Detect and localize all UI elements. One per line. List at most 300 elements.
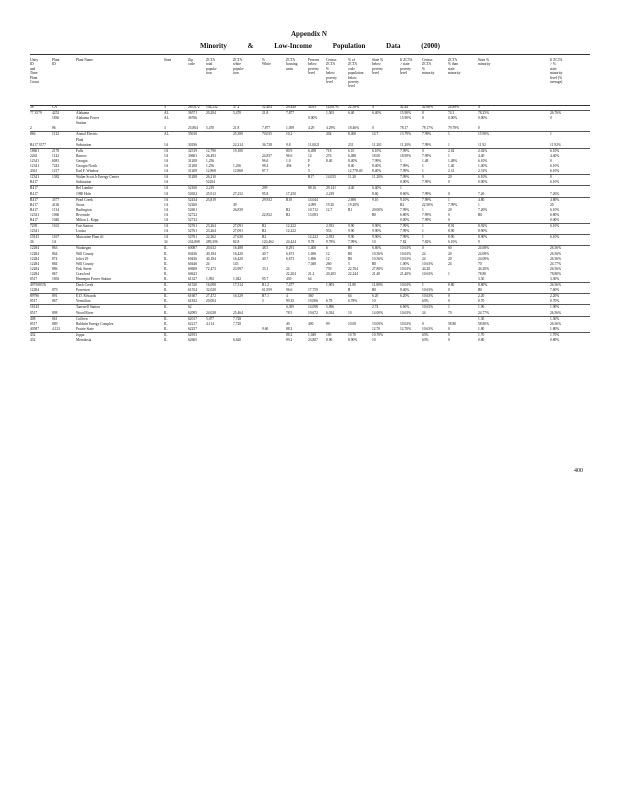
table-cell: 1,256 (206, 158, 215, 163)
table-cell: 1.70 (478, 332, 485, 337)
table-cell: 60608 (188, 266, 197, 271)
table-cell: 0 (422, 148, 424, 153)
table-cell: 7.99% (400, 229, 410, 234)
table-cell: Duck Creek (76, 283, 94, 288)
table-cell: 1 (448, 132, 450, 137)
table-cell: R7.1 (262, 294, 269, 299)
table-cell: 0.00% (478, 180, 488, 185)
table-cell: 63% (422, 299, 429, 304)
table-cell: 1A (164, 180, 169, 185)
table-cell: 886 (52, 266, 58, 271)
table-cell: 1 (550, 132, 552, 137)
table-cell: 0 (550, 116, 552, 121)
table-cell: 20,004 (206, 299, 216, 304)
table-cell: 879 (52, 288, 58, 293)
table-cell: 1 (422, 224, 424, 229)
table-cell: Substation (76, 180, 92, 185)
table-cell: 52160 (188, 186, 197, 191)
table-cell: 6.10 (348, 148, 355, 153)
table-cell: 3.30 (478, 277, 485, 281)
table-cell: Pearl Creek (76, 197, 93, 202)
table-cell: 7.82 (400, 240, 407, 245)
table-cell: 1122 (52, 132, 60, 137)
table-cell: Fisk Street (76, 266, 92, 271)
table-cell: 17,759 (308, 288, 318, 293)
table-cell: Muscatine Plant #1 (76, 235, 104, 240)
table-cell: 23,264 (206, 224, 216, 229)
table-cell: 10143 (30, 235, 39, 240)
table-cell: F (308, 164, 310, 169)
table-cell: R2 (262, 229, 267, 234)
table-cell: 360 (308, 294, 314, 299)
table-cell: 35010 (188, 132, 197, 137)
table-cell: 6.10% (550, 169, 560, 174)
table-cell: 52601 (188, 207, 197, 212)
table-cell: 95.8 (262, 191, 269, 196)
table-cell: 14,044 (308, 197, 318, 202)
table-cell: 7.99% (400, 148, 410, 153)
table-cell: 12284 (30, 256, 39, 261)
table-cell: 8.40% (372, 164, 382, 169)
table-cell: 82.8 (233, 240, 240, 245)
table-cell: 0.80% (550, 338, 560, 343)
table-cell: 2263 (30, 153, 38, 158)
table-cell: 24 (286, 266, 290, 271)
table-cell: 7.99% (348, 240, 358, 245)
table-cell: 23,264 (206, 229, 216, 234)
table-cell: 0.00% (400, 180, 410, 185)
table-cell: 70 (448, 310, 452, 315)
table-cell: 11.20% (400, 142, 411, 147)
table-cell: Burlington (76, 207, 92, 212)
table-cell: 62953 (188, 332, 197, 337)
table-cell: 7.60% (550, 288, 560, 293)
table-cell: 1.90 (478, 305, 485, 310)
table-cell: 4.80% (550, 197, 560, 202)
table-cell: 1 (422, 164, 424, 169)
table-cell: 1 (448, 271, 450, 276)
table-cell: 2.02 (448, 148, 455, 153)
table-cell: 8517 (30, 321, 38, 326)
table-cell: 48.5 (262, 246, 269, 251)
table-cell: 933 (326, 229, 332, 234)
table-cell: 1A (164, 164, 169, 169)
table-cell: 1,042 (233, 277, 242, 281)
table-cell: Georgia North (76, 164, 97, 169)
table-cell: 1163 (52, 224, 60, 229)
table-cell: 2.20 (478, 294, 485, 299)
table-cell: IL (164, 271, 168, 276)
table-cell: 6.20 (372, 294, 379, 299)
table-cell: R417 (30, 186, 38, 191)
table-cell: Wood River (76, 310, 94, 315)
table-cell: 6 (326, 246, 328, 251)
table-cell: 866 (30, 132, 36, 137)
table-cell: 2,933 (326, 235, 335, 240)
page-number: 400 (574, 468, 583, 474)
table-cell: 8.60% (400, 191, 410, 196)
table-header (30, 54, 590, 106)
table-cell: 6,620 (233, 338, 242, 343)
table-cell: 2.31 (448, 169, 455, 174)
table-cell: 104,232 (206, 105, 218, 109)
table-cell: R0 (348, 251, 353, 256)
table-cell: 62017 (188, 316, 197, 321)
table-cell: 31208 (188, 164, 197, 169)
table-cell: 60 (448, 246, 452, 251)
table-cell: 11.201 (372, 142, 382, 147)
table-cell: 26.56% (550, 321, 562, 326)
table-cell: 9.60 (262, 326, 269, 331)
table-cell: 7.99% (422, 132, 432, 137)
table-cell: 4.80 (478, 197, 485, 202)
table-cell: 60087 (188, 246, 197, 251)
table-cell: 0 (422, 246, 424, 251)
table-cell: 4,099 (308, 202, 317, 207)
table-cell: 74.3 (448, 111, 455, 116)
header-census: Census ZCTA % below poverty level (326, 58, 337, 85)
table-cell: 2,933 (326, 224, 335, 229)
table-cell: 27,091 (233, 224, 243, 229)
table-cell: 31208 (188, 169, 197, 174)
table-cell: 432 (30, 338, 36, 343)
table-cell: 7.99% (400, 224, 410, 229)
table-cell: 408 (30, 316, 36, 321)
table-cell: 1A (164, 197, 169, 202)
table-cell: 38 (30, 105, 34, 109)
table-cell: 1.00% (400, 261, 410, 266)
table-cell: 1 (478, 202, 480, 207)
table-cell: 10.00% (372, 321, 384, 326)
table-cell: 1836 (52, 116, 60, 121)
table-cell: 1.48 (422, 158, 429, 163)
table-cell: 1.70% (550, 332, 560, 337)
table-cell: Milton L. Kapp (76, 217, 99, 222)
table-cell: IL (164, 283, 168, 288)
table-cell: 0 (422, 175, 424, 180)
table-cell: 20 (448, 207, 452, 212)
table-cell: 1,092 (206, 277, 215, 281)
table-cell: 22.90% (422, 202, 434, 207)
table-cell: 88.2 (286, 326, 293, 331)
table-cell: 7.99% (400, 207, 410, 212)
table-cell: 44.20% (478, 266, 490, 271)
table-cell: 19.20 (326, 202, 335, 207)
table-cell: 25,912 (206, 191, 216, 196)
table-cell: 24 (422, 251, 426, 256)
table-cell: 7.99% (400, 169, 410, 174)
table-cell: 12284 (30, 261, 39, 266)
table-cell: 1980 Hole (76, 191, 92, 196)
table-cell: Louisa (76, 229, 86, 234)
table-cell: 12.70 (372, 326, 381, 331)
header-stmin: State % minority (478, 58, 491, 67)
table-cell: 7.99% (422, 153, 432, 158)
table-cell: 26.56% (550, 266, 562, 271)
table-cell: 26.56% (550, 310, 562, 315)
table-cell: IL (164, 310, 168, 315)
table-cell: 27,091 (233, 229, 243, 234)
table-cell: 10.70 (348, 332, 357, 337)
table-cell: 86 (52, 126, 56, 131)
table-cell: 1A (164, 202, 169, 207)
table-cell: R417 (30, 207, 38, 212)
table-cell: 9.10 (372, 197, 379, 202)
table-cell: 16,420 (233, 256, 243, 261)
table-cell: 24 (422, 256, 426, 261)
document-subtitle (200, 42, 440, 50)
table-cell: 4361 (30, 169, 38, 174)
table-cell: 0 (448, 294, 450, 299)
table-cell: F (308, 158, 310, 163)
table-cell: R2 (400, 202, 405, 207)
table-cell: 8.90 (326, 338, 333, 343)
table-cell: 1A (164, 158, 169, 163)
table-cell: R417 (30, 180, 38, 185)
table-cell: 12341 (30, 229, 39, 234)
table-cell: 11,0021 (308, 142, 320, 147)
table-cell: 6,488 (348, 153, 357, 158)
table-cell: Prairie State (76, 326, 94, 331)
table-cell: 6,395 (286, 305, 295, 310)
table-cell: 23,819 (206, 197, 216, 202)
table-cell: 78.17 (400, 126, 409, 131)
table-cell: 18.00 (372, 153, 381, 158)
table-cell: 20 (550, 202, 554, 207)
table-cell: 6.10% (478, 158, 488, 163)
table-cell: 6.78% (348, 299, 358, 304)
table-cell: 49 (233, 202, 237, 207)
table-cell: 96.6 (286, 153, 293, 158)
table-cell: 6081 (52, 158, 60, 163)
table-cell: Joliet 29 (76, 256, 89, 261)
table-cell: CA (52, 105, 57, 109)
table-cell: 12 (326, 251, 330, 256)
table-cell: 52722 (188, 212, 197, 217)
table-cell: 7.99% (422, 191, 432, 196)
table-cell: Substation (76, 142, 92, 147)
header-poverty: Persons below poverty level (308, 58, 320, 76)
table-cell: 21.40% (400, 271, 412, 276)
table-cell: 78.17% (422, 126, 434, 131)
table-cell: 14.00% (372, 310, 384, 315)
header-pctwhite: % White (262, 58, 271, 67)
table-cell: 98.4 (262, 164, 269, 169)
table-cell: Fair Station (76, 224, 93, 229)
table-cell: R417 3577 (30, 142, 46, 147)
table-cell: 1142 (52, 153, 60, 158)
table-cell: 17,250 (286, 191, 296, 196)
table-cell: 0 (448, 338, 450, 343)
table-cell: 7,728 (233, 316, 242, 321)
table-cell: 10 (372, 338, 376, 343)
table-cell: 8.40 (348, 164, 355, 169)
table-cell: 9.90% (372, 224, 382, 229)
table-cell: 8.90% (478, 235, 488, 240)
table-cell: 204 (326, 132, 332, 137)
table-cell: 52434 (188, 197, 197, 202)
table-cell: 186 (326, 332, 332, 337)
table-cell: 8.90% (478, 229, 488, 234)
table-cell: 1A (164, 224, 169, 229)
table-cell: 12,790 (206, 148, 216, 153)
table-cell: 14.7 (372, 132, 379, 137)
table-cell: 874 (52, 256, 58, 261)
table-cell: 898 (52, 310, 58, 315)
table-cell: 1A (164, 148, 169, 153)
table-cell: 40,184 (206, 256, 216, 261)
subtitle-word: Data (386, 42, 401, 50)
table-cell: 36,728 (262, 142, 272, 147)
table-cell: 0 (448, 191, 450, 196)
table-cell: 15.90% (400, 116, 412, 121)
table-cell: 42.44 (400, 105, 409, 109)
table-cell: 31208 (188, 175, 197, 180)
table-cell: 36766 (188, 116, 197, 121)
table-cell: 8.40% (348, 158, 358, 163)
table-cell: 260 (326, 261, 332, 266)
table-cell: Sioux (76, 202, 85, 207)
table-cell: 10.63% (422, 271, 434, 276)
table-cell: 2.74 (372, 305, 379, 310)
table-cell: 0 (448, 299, 450, 304)
table-cell: 6.10% (448, 240, 458, 245)
table-cell: 10,712 (308, 207, 318, 212)
table-cell: 0.00% (550, 217, 560, 222)
table-cell: AL (164, 111, 169, 116)
table-cell: 299 (262, 186, 268, 191)
table-cell: R417 (30, 217, 38, 222)
table-cell: 26.76% (550, 111, 562, 116)
table-cell: Georgia (76, 158, 88, 163)
table-cell: AL (164, 116, 169, 121)
table-cell: 0 (550, 158, 552, 163)
table-cell: 23,997 (233, 266, 243, 271)
table-cell: 11.80% (372, 283, 383, 288)
table-cell: Alabama Power (76, 116, 100, 121)
table-cell: 6.60% (400, 305, 410, 310)
table-cell: Hennepin Power Station (76, 277, 112, 281)
data-table (30, 105, 590, 343)
header-ifzcta: If ZCTA > state poverty level (400, 58, 413, 76)
table-cell: 0 (448, 288, 450, 293)
table-cell: 1,256 (206, 164, 215, 169)
table-cell: 8.92% (478, 224, 488, 229)
table-cell: 10.63% (422, 261, 434, 266)
table-cell: 7.99% (448, 202, 458, 207)
table-cell: 87.7 (262, 169, 269, 174)
table-cell: 432 (30, 332, 36, 337)
table-cell: 13,083 (308, 212, 318, 217)
table-cell: 7,477 (286, 283, 295, 288)
table-cell: 60436 (188, 251, 197, 256)
table-cell: 25,804 (188, 126, 198, 131)
table-cell: 0 (422, 321, 424, 326)
table-cell: 1A (164, 212, 169, 217)
header-unit: Unity ID and Time Plant Count (30, 58, 39, 85)
table-cell: 99 (326, 321, 330, 326)
table-cell: 2.20% (550, 294, 560, 299)
table-cell: 6.10% (550, 180, 560, 185)
table-cell: 0 (448, 217, 450, 222)
table-cell: 11.20% (372, 175, 383, 180)
table-cell: R0 (372, 288, 377, 293)
table-cell: 1,256 (233, 164, 242, 169)
table-cell: 24.77% (550, 261, 562, 266)
table-cell: R (348, 288, 351, 293)
table-cell: 430 (286, 277, 292, 281)
table-cell: R417 (30, 191, 38, 196)
table-cell: 289,396 (206, 240, 218, 245)
table-cell: R417 (30, 202, 38, 207)
table-cell: 79.78% (448, 126, 460, 131)
table-cell: 234,808 (188, 240, 200, 245)
table-cell: 1A (164, 191, 169, 196)
table-cell: 12,222 (308, 235, 318, 240)
table-cell: 40,184 (206, 251, 216, 256)
table-cell: R417 (30, 197, 38, 202)
table-cell: 1A (164, 186, 169, 191)
table-cell: 6.10% (550, 148, 560, 153)
table-cell: 1382 (52, 175, 60, 180)
table-cell: 19,100 (233, 148, 243, 153)
table-cell: 10.56% (372, 251, 384, 256)
table-cell: 1A (164, 235, 169, 240)
table-cell: 27.80% (372, 266, 384, 271)
table-cell: 8.40% (372, 169, 382, 174)
table-cell: 2,219 (206, 186, 215, 191)
table-cell: 1A (164, 142, 169, 147)
table-cell: 24,028 (206, 310, 216, 315)
table-cell: 0 (422, 111, 424, 116)
table-cell: 7.99% (422, 217, 432, 222)
table-cell: 8,400 (348, 132, 357, 137)
table-cell: 9.10% (400, 197, 410, 202)
table-cell: IL (164, 299, 168, 304)
table-cell: 24 (422, 310, 426, 315)
table-cell: 7.99% (400, 175, 410, 180)
table-cell: 80.9 (286, 148, 293, 153)
table-cell: 1.0 (286, 158, 291, 163)
table-cell: 33.1 (262, 266, 269, 271)
header-pop: ZCTA total popula- tion (206, 58, 217, 76)
table-cell: 7.99% (422, 212, 432, 217)
table-cell: 36 (30, 240, 34, 245)
table-cell: 24 (206, 261, 210, 266)
table-cell: 14 (308, 153, 312, 158)
table-cell: 12341 (30, 175, 39, 180)
table-cell: 1 (422, 207, 424, 212)
table-cell: 4.29 (308, 126, 315, 131)
table-cell: IL (164, 332, 168, 337)
table-cell: IL (164, 256, 168, 261)
table-cell: 1 (448, 197, 450, 202)
table-cell: 14,035 (326, 175, 336, 180)
table-cell: 10.63% (400, 266, 412, 271)
header-pctstate: ZCTA % than state minority (448, 58, 461, 76)
table-cell: 7243 (52, 164, 60, 169)
table-cell: 10 (348, 310, 352, 315)
table-cell: 12284 (30, 288, 39, 293)
table-cell: 6.10% (550, 207, 560, 212)
table-cell: 864 (52, 251, 58, 256)
table-cell: 20,205 (326, 271, 336, 276)
table-cell: R0 (478, 288, 483, 293)
table-cell: 62095 (188, 310, 197, 315)
table-cell: 26,493 (206, 153, 216, 158)
table-cell: 6.10% (478, 175, 488, 180)
table-cell: 12,868 (206, 169, 216, 174)
